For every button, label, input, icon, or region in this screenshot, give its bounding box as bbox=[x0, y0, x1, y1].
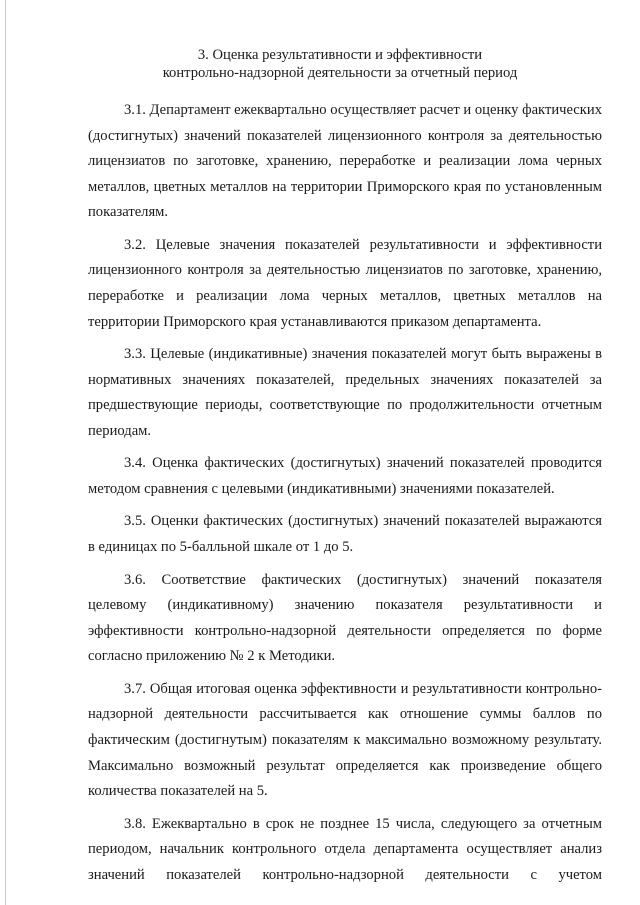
paragraph-3-5: 3.5. Оценки фактических (достигнутых) значений показателей выражаются в единицах по 5-балльной шкале от 1 до 5. bbox=[88, 513, 602, 556]
body-text bbox=[88, 98, 602, 888]
paragraph-3-8: 3.8. Ежеквартально в срок не позднее 15 числа, следующего за отчетным периодом, начальник контрольного отдела департамента осуществляет анализ значений показателей контрольно-надзорной деятельности с учетом bbox=[88, 815, 602, 883]
section-title-line-2: контрольно-надзорной деятельности за отчетный период bbox=[162, 65, 518, 81]
paragraph-3-3: 3.3. Целевые (индикативные) значения показателей могут быть выражены в нормативных значениях показателей, предельных значениях показателей за предшествующие периоды, соответствующие по продолжительности отчетным периодам. bbox=[88, 346, 602, 439]
paragraph-3-7: 3.7. Общая итоговая оценка эффективности и результативности контрольно-надзорной деятельности рассчитывается как отношение суммы баллов по фактическим (достигнутым) показателям к максимально возможному результату. Максимально возможный результат определяется как произведение общего количества показателей на 5. bbox=[88, 680, 602, 800]
paragraph-3-2: 3.2. Целевые значения показателей результативности и эффективности лицензионного контроля за деятельностью лицензиатов по заготовке, хранению, переработке и реализации лома черных металлов, цветных металлов на территории Приморского края устанавливаются приказом департамента. bbox=[88, 236, 602, 330]
paragraph-3-4: 3.4. Оценка фактических (достигнутых) значений показателей проводится методом сравнения с целевыми (индикативными) значениями показателей. bbox=[88, 455, 602, 497]
section-title-line-1: 3. Оценка результативности и эффективности bbox=[197, 47, 483, 63]
paragraph-3-6: 3.6. Соответствие фактических (достигнутых) значений показателя целевому (индикативному) значению показателя результативности и эффективности контрольно-надзорной деятельности определяется по форме согласно приложению № 2 к Методики. bbox=[88, 571, 602, 665]
section-heading bbox=[60, 46, 620, 82]
paragraph-3-1: 3.1. Департамент ежеквартально осуществляет расчет и оценку фактических (достигнутых) значений показателей лицензионного контроля за деятельностью лицензиатов по заготовке, хранению, переработке и реализации лома черных металлов, цветных металлов на территории Приморского края по установленным показателям. bbox=[88, 102, 602, 221]
page-edge-line bbox=[5, 0, 6, 905]
